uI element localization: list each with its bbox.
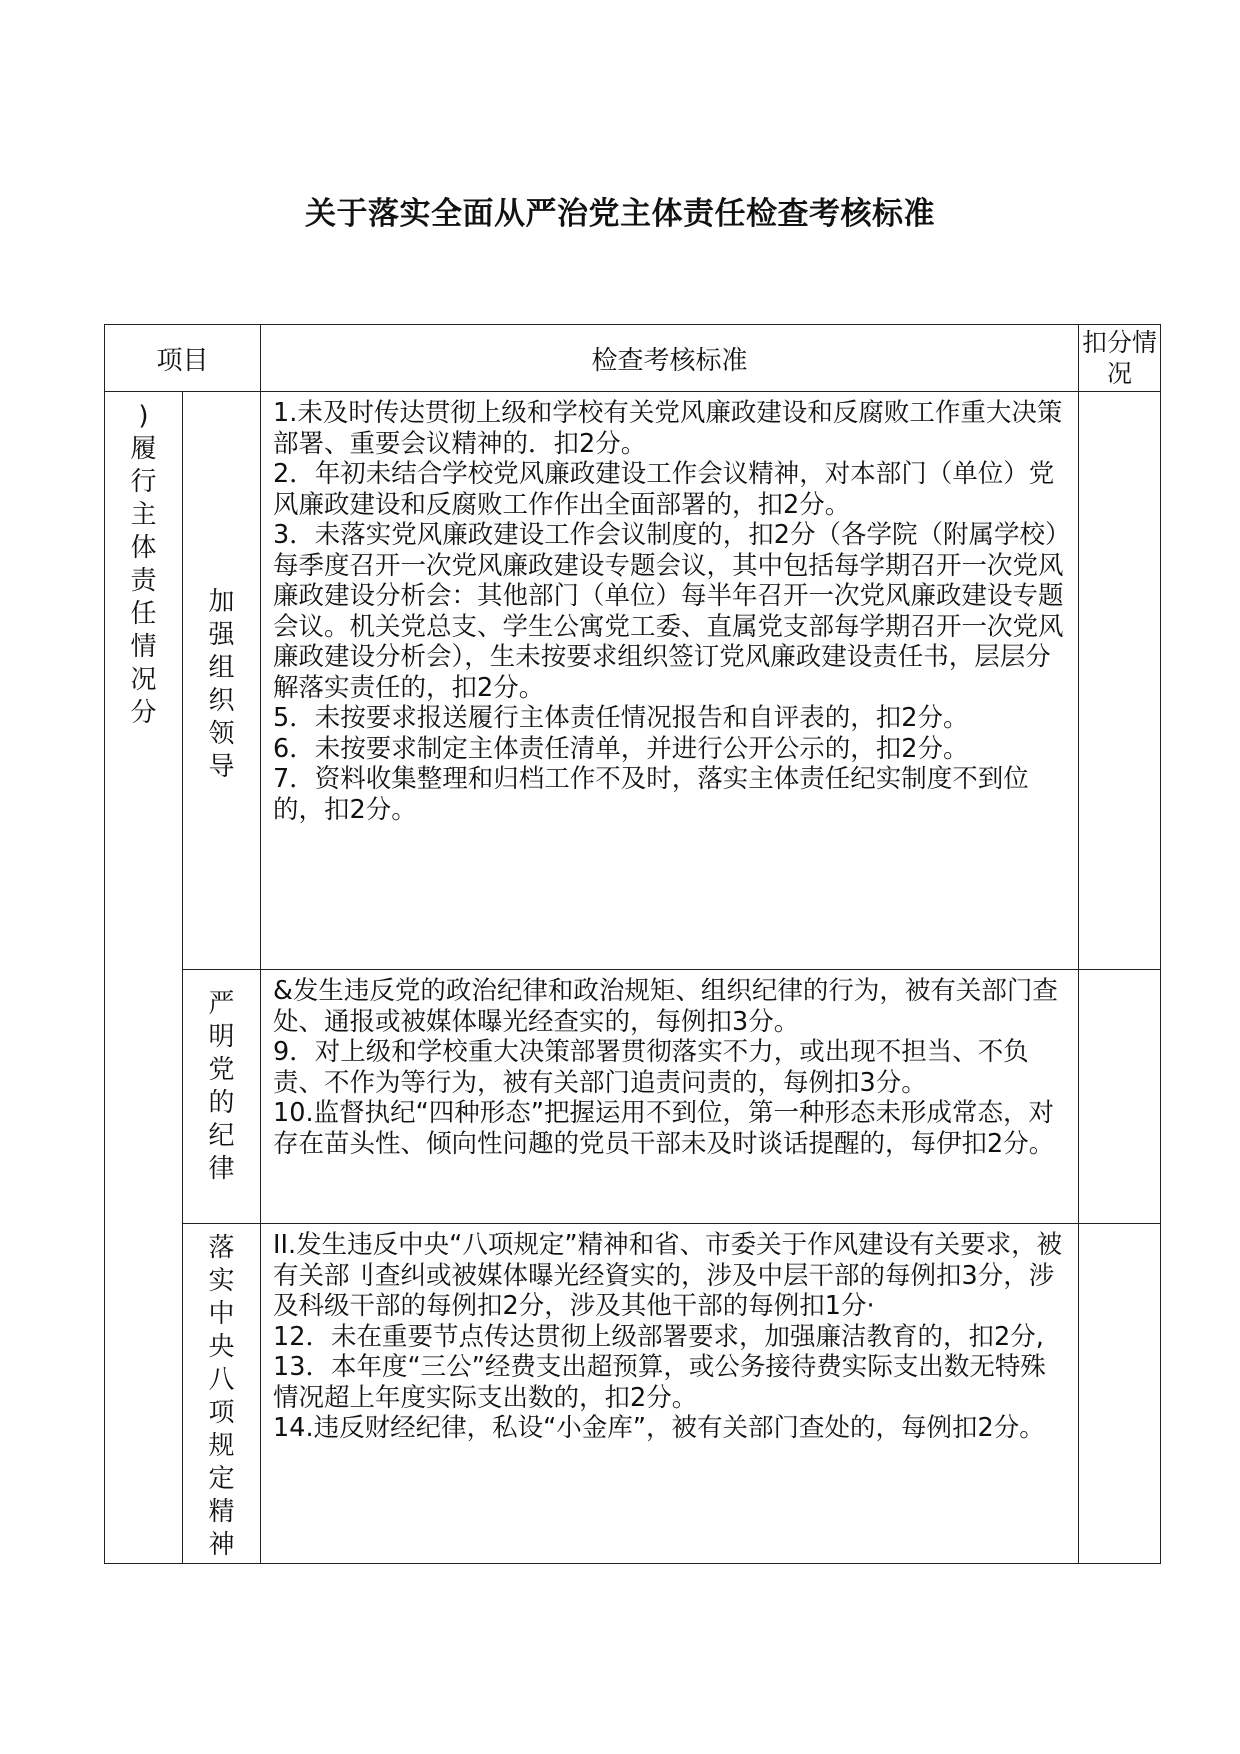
criterion-item: 12．未在重要节点传达贯彻上级部署要求，加强廉洁教育的，扣2分, xyxy=(273,1321,1044,1352)
section-label-cell xyxy=(183,970,261,1224)
section-content xyxy=(261,1224,1079,1564)
section-label: 加 强 组 织 领 导 xyxy=(208,586,235,782)
header-item: 项目 xyxy=(105,325,261,392)
section-label-cell xyxy=(183,1224,261,1564)
section-label: 落 实 中 央 八 项 规 定 精 神 xyxy=(208,1233,235,1560)
criterion-item: 9．对上级和学校重大决策部署贯彻落实不力，或出现不担当、不负责、不作为等行为，被有关部门追责问责的，每例扣3分。 xyxy=(273,1037,1029,1098)
criterion-item: 10.监督执纪“四种形态”把握运用不到位，第一种形态未形成常态，对存在苗头性、倾向性问趣的党员干部未及时谈话提醒的，每伊扣2分。 xyxy=(273,1098,1055,1159)
criterion-item: 6．未按要求制定主体责任清单，并进行公开公示的，扣2分。 xyxy=(273,733,969,764)
section-content xyxy=(261,392,1079,970)
section-label: 严 明 党 的 纪 律 xyxy=(208,989,235,1184)
criterion-item: 3．未落实党风廉政建设工作会议制度的，扣2分（各学院（附属学校）每季度召开一次党风廉政建设专题会议，其中包括每学期召开一次党风廉政建设分析会：其他部门（单位）每半年召开一次党风廉政建设专题会议。机关党总支、学生公寓党工委、直属党支部每学期召开一次党风廉政建设分析会），生未按要求组织签订党风廉政建设责任书，层层分解落实责任的，扣2分。 xyxy=(273,520,1064,703)
header-deduction: 扣分情况 xyxy=(1079,325,1161,392)
table-row xyxy=(105,392,1161,970)
document-title: 关于落实全面从严治党主体责任检查考核标准 xyxy=(305,196,935,232)
deduction-cell[interactable] xyxy=(1079,1224,1161,1564)
group-label-cell xyxy=(105,392,183,1564)
criterion-item: 13．本年度“三公”经费支出超预算，或公务接待费实际支出数无特殊情况超上年度实际支出数的，扣2分。 xyxy=(273,1352,1046,1413)
table-header-row xyxy=(105,325,1161,392)
criterion-item: 5．未按要求报送履行主体责任情况报告和自评表的，扣2分。 xyxy=(273,703,969,733)
group-label: ) 履 行 主 体 责 任 情 况 分 xyxy=(130,401,157,728)
criterion-item: &发生违反党的政治纪律和政治规矩、组织纪律的行为，被有关部门查处、通报或被媒体曝光经查实的，每例扣3分。 xyxy=(273,976,1058,1037)
standards-table xyxy=(104,324,1161,1564)
section-content xyxy=(261,970,1079,1224)
table-row xyxy=(105,970,1161,1224)
criterion-item: 7．资料收集整理和归档工作不及时，落实主体责任纪实制度不到位的，扣2分。 xyxy=(273,764,1029,825)
criterion-item: 2．年初未结合学校党风廉政建设工作会议精神，对本部门（单位）党风廉政建设和反腐败工作作出全面部署的，扣2分。 xyxy=(273,459,1055,520)
deduction-cell[interactable] xyxy=(1079,970,1161,1224)
criterion-item: 14.违反财经纪律，私设“小金库”，被有关部门查处的，每例扣2分。 xyxy=(273,1413,1045,1443)
criterion-item: 1.未及时传达贯彻上级和学校有关党风廉政建设和反腐败工作重大决策部署、重要会议精神的．扣2分。 xyxy=(273,398,1063,459)
table-row xyxy=(105,1224,1161,1564)
criterion-item: II.发生违反中央“八项规定”精神和省、市委关于作风建设有关要求，被有关部刂查纠或被媒体曝光经資实的，涉及中层干部的每例扣3分，涉及科级干部的每例扣2分，涉及其他干部的每例扣1分· xyxy=(273,1230,1063,1321)
header-standard: 检查考核标准 xyxy=(261,325,1079,392)
section-label-cell xyxy=(183,392,261,970)
deduction-cell[interactable] xyxy=(1079,392,1161,970)
